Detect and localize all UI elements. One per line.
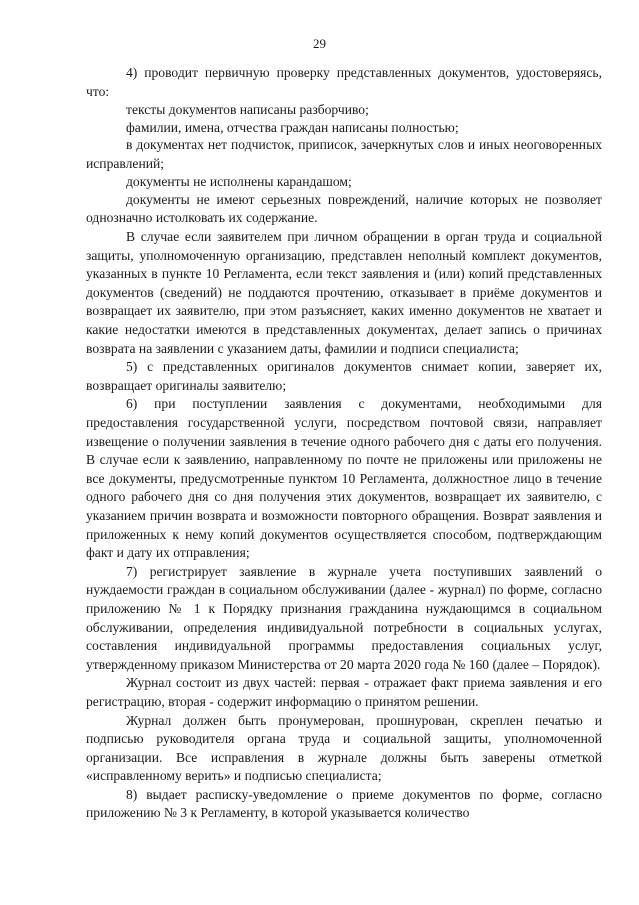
paragraph-no-damage: документы не имеют серьезных повреждений, наличие которых не позволяет однозначно истолковать их содержание. bbox=[86, 191, 602, 226]
paragraph-journal-binding: Журнал должен быть пронумерован, прошнурован, скреплен печатью и подписью руководителя органа труда и социальной защиты, уполномоченной организации. Все исправления в журнале должны быть заверены отметкой «исправленному верить» и подписью специалиста; bbox=[86, 712, 602, 784]
paragraph-item-8: 8) выдает расписку-уведомление о приеме документов по форме, согласно приложению № 3 к Регламенту, в которой указывается количество bbox=[86, 786, 602, 821]
paragraph-journal-parts: Журнал состоит из двух частей: первая - отражает факт приема заявления и его регистрацию, вторая - содержит информацию о принятом решении. bbox=[86, 675, 602, 709]
paragraph-no-erasures: в документах нет подчисток, приписок, зачеркнутых слов и иных неоговоренных исправлений; bbox=[86, 137, 602, 171]
paragraph-item-5: 5) с представленных оригиналов документов снимает копии, заверяет их, возвращает оригиналы заявителю; bbox=[86, 359, 602, 393]
paragraph-legible-text: тексты документов написаны разборчиво; bbox=[126, 102, 369, 118]
page-number: 29 bbox=[313, 36, 326, 51]
paragraph-item-6: 6) при поступлении заявления с документами, необходимыми для предоставления государственной услуги, посредством почтовой связи, направляет извещение о получении заявления в течение одного рабочего дня с даты его получения. В случае если к заявлению, направленному по почте не приложены или приложены не все документы, предусмотренные пунктом 10 Регламента, должностное лицо в течение одного рабочего дня со дня получения этих документов, возвращает их заявителю, с указанием причин возврата и возможности повторного обращения. Возврат заявления и приложенных к нему копий документов осуществляется способом, подтверждающим факт и дату их отправления; bbox=[86, 396, 602, 561]
paragraph-item-4: 4) проводит первичную проверку представленных документов, удостоверяясь, что: bbox=[86, 65, 602, 99]
paragraph-full-names: фамилии, имена, отчества граждан написаны полностью; bbox=[126, 119, 459, 135]
paragraph-no-pencil: документы не исполнены карандашом; bbox=[126, 174, 352, 190]
paragraph-item-7: 7) регистрирует заявление в журнале учета поступивших заявлений о нуждаемости граждан в социальном обслуживании (далее - журнал) по форме, согласно приложению № 1 к Порядку признания гражданина нуждающимся в социальном обслуживании, определения индивидуальной потребности в социальных услугах, составления индивидуальной программы предоставления социальных услуг, утвержденному приказом Министерства от 20 марта 2020 года № 160 (далее – Порядок). bbox=[86, 563, 602, 672]
document-body bbox=[86, 64, 602, 823]
paragraph-incomplete-set: В случае если заявителем при личном обращении в орган труда и социальной защиты, уполномоченную организацию, представлен неполный комплект документов, указанных в пункте 10 Регламента, если текст заявления и (или) копий представленных документов (сведений) не поддаются прочтению, отказывает в приёме документов и возвращает их заявителю, при этом разъясняет, каких именно документов не хватает и какие недостатки имеются в представленных документах, делает запись о причинах возврата на заявлении с указанием даты, фамилии и подписи специалиста; bbox=[86, 229, 602, 356]
